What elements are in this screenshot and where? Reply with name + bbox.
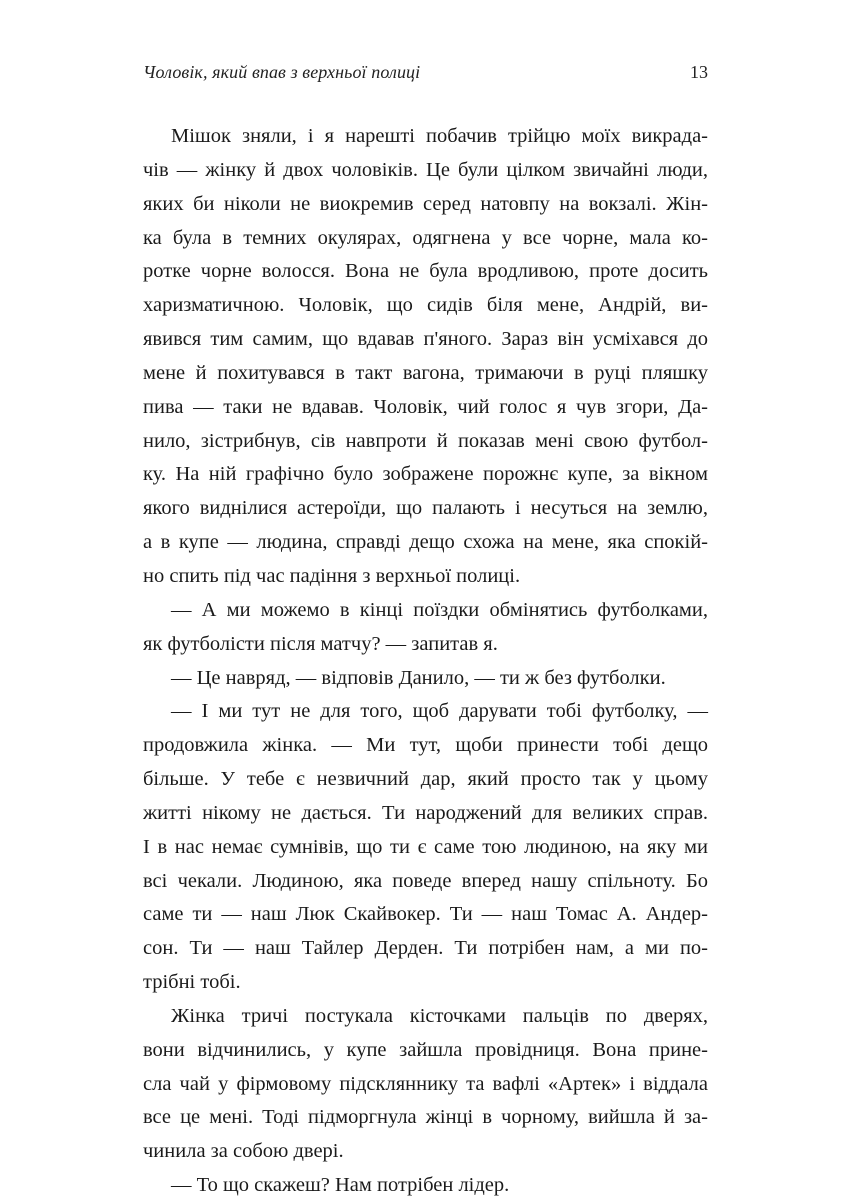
text-line: трібні тобі. [143, 971, 241, 994]
text-line: сла чай у фірмовому підскляннику та вафлі «Артек» і віддала [143, 1072, 708, 1095]
running-header [143, 62, 708, 92]
text-line: всі чекали. Людиною, яка поведе вперед нашу спільноту. Бо [143, 869, 708, 892]
text-line: ротке чорне волосся. Вона не була вродливою, проте досить [143, 260, 708, 283]
text-line: чинила за собою двері. [143, 1140, 344, 1163]
text-line: а в купе — людина, справді дещо схожа на мене, яка спокій- [143, 531, 708, 554]
text-line: як футболісти після матчу? — запитав я. [143, 632, 498, 655]
text-line: Жінка тричі постукала кісточками пальців по дверях, [171, 1004, 708, 1027]
text-line: пива — таки не вдавав. Чоловік, чий голос я чув згори, Да- [143, 395, 708, 418]
text-line: мене й похитувався в такт вагона, тримаючи в руці пляшку [143, 361, 708, 384]
text-line: вони відчинились, у купе зайшла провідниця. Вона прине- [143, 1038, 708, 1061]
text-line: І в нас немає сумнівів, що ти є саме тою людиною, на яку ми [143, 835, 708, 858]
text-line: якого виднілися астероїди, що палають і несуться на землю, [143, 497, 708, 520]
text-line: продовжила жінка. — Ми тут, щоби принести тобі дещо [143, 734, 708, 757]
text-line: більше. У тебе є незвичний дар, який просто так у цьому [143, 768, 708, 791]
text-line: но спить під час падіння з верхньої полиці. [143, 564, 521, 587]
text-line: нило, зістрибнув, сів навпроти й показав мені свою футбол- [143, 429, 708, 452]
text-line: чів — жінку й двох чоловіків. Це були цілком звичайні люди, [143, 158, 708, 181]
page-number: 13 [690, 62, 708, 82]
text-line: — Це навряд, — відповів Данило, — ти ж без футболки. [171, 666, 666, 689]
running-title: Чоловік, який впав з верхньої полиці [143, 62, 421, 82]
text-line: — То що скажеш? Нам потрібен лідер. [171, 1174, 510, 1197]
text-line: — А ми можемо в кінці поїздки обмінятись футболками, [171, 598, 708, 621]
text-line: житті нікому не дається. Ти народжений для великих справ. [143, 801, 708, 824]
text-line: явився тим самим, що вдавав п'яного. Зараз він усміхався до [143, 328, 708, 351]
text-line: яких би ніколи не виокремив серед натовпу на вокзалі. Жін- [143, 192, 708, 215]
text-line: Мішок зняли, і я нарешті побачив трійцю моїх викрада- [171, 125, 708, 147]
text-line: — І ми тут не для того, щоб дарувати тобі футболку, — [171, 700, 708, 723]
text-line: ка була в темних окулярах, одягнена у все чорне, мала ко- [143, 226, 708, 249]
text-line: саме ти — наш Люк Скайвокер. Ти — наш Томас А. Андер- [143, 903, 708, 926]
text-line: харизматичною. Чоловік, що сидів біля мене, Андрій, ви- [143, 294, 708, 317]
text-line: сон. Ти — наш Тайлер Дерден. Ти потрібен нам, а ми по- [143, 937, 708, 960]
text-line: все це мені. Тоді підморгнула жінці в чорному, вийшла й за- [143, 1106, 708, 1129]
text-line: ку. На ній графічно було зображене порожнє купе, за вікном [143, 463, 708, 486]
body-text [143, 120, 708, 1203]
